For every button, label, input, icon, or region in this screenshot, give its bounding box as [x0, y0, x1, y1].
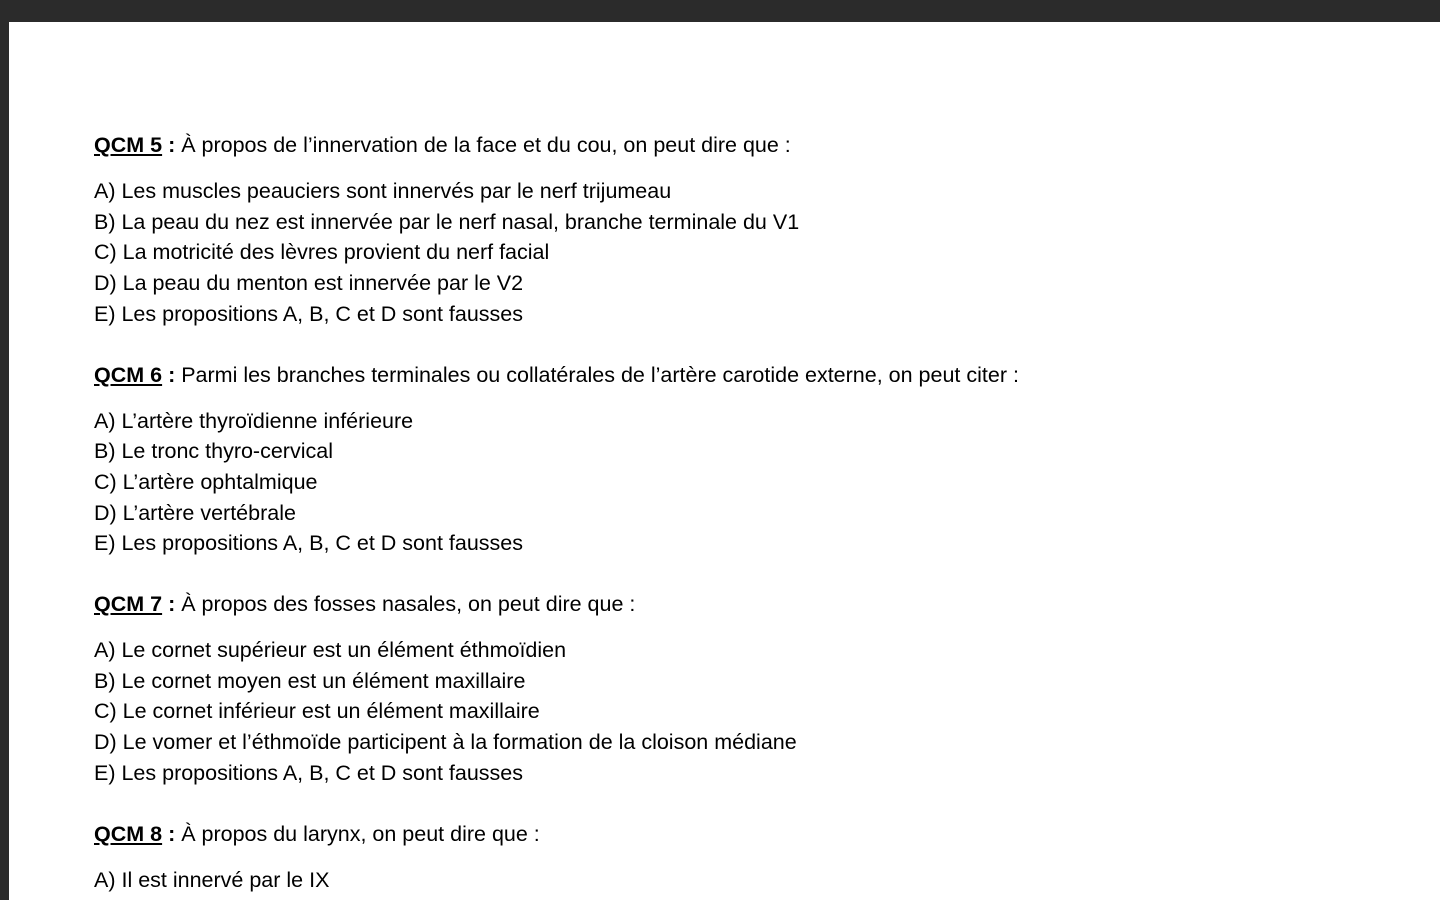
qcm-options: [94, 635, 1294, 789]
qcm-separator: :: [162, 133, 182, 157]
qcm-separator: :: [162, 592, 182, 617]
qcm-heading: [94, 130, 1294, 160]
qcm-option: D) Le vomer et l’éthmoïde participent à la formation de la cloison médiane: [94, 730, 797, 755]
qcm-prompt: À propos de l’innervation de la face et du cou, on peut dire que :: [181, 133, 791, 157]
qcm-option: A) Les muscles peauciers sont innervés par le nerf trijumeau: [94, 179, 672, 203]
viewer-top-bar: [0, 0, 1440, 22]
qcm-option: A) Il est innervé par le IX: [94, 867, 330, 892]
qcm-prompt: À propos du larynx, on peut dire que :: [181, 821, 540, 846]
qcm-separator: :: [162, 821, 182, 846]
qcm-option: D) L’artère vertébrale: [94, 500, 296, 525]
qcm-option: B) La peau du nez est innervée par le nerf nasal, branche terminale du V1: [94, 209, 800, 234]
document-page: [9, 22, 1440, 900]
viewer-left-gutter: [0, 22, 9, 900]
qcm-option: A) L’artère thyroïdienne inférieure: [94, 408, 414, 433]
qcm-label: QCM 6: [94, 362, 163, 387]
qcm-block: [94, 819, 1294, 896]
qcm-option: E) Les propositions A, B, C et D sont fausses: [94, 531, 524, 556]
qcm-option: E) Les propositions A, B, C et D sont fausses: [94, 301, 524, 326]
qcm-options: [94, 176, 1294, 330]
qcm-option: E) Les propositions A, B, C et D sont fausses: [94, 760, 524, 785]
qcm-options: [94, 406, 1294, 560]
qcm-block: [94, 589, 1294, 789]
qcm-block: [94, 130, 1294, 330]
qcm-heading: [94, 360, 1294, 390]
qcm-option: B) Le tronc thyro-cervical: [94, 439, 333, 464]
qcm-option: D) La peau du menton est innervée par le V2: [94, 271, 524, 296]
qcm-label: QCM 7: [94, 592, 163, 617]
page-content: [94, 130, 1294, 895]
qcm-heading: [94, 589, 1294, 619]
qcm-prompt: Parmi les branches terminales ou collatérales de l’artère carotide externe, on peut citer :: [181, 362, 1019, 387]
qcm-label: QCM 5: [94, 133, 163, 157]
qcm-option: C) Le cornet inférieur est un élément maxillaire: [94, 699, 540, 724]
qcm-label: QCM 8: [94, 821, 163, 846]
qcm-prompt: À propos des fosses nasales, on peut dire que :: [181, 592, 636, 617]
qcm-option: C) L’artère ophtalmique: [94, 469, 318, 494]
qcm-block: [94, 360, 1294, 560]
qcm-option: A) Le cornet supérieur est un élément éthmoïdien: [94, 638, 567, 663]
qcm-option: B) Le cornet moyen est un élément maxillaire: [94, 668, 526, 693]
qcm-option: C) La motricité des lèvres provient du nerf facial: [94, 240, 550, 265]
qcm-options: [94, 865, 1294, 896]
qcm-separator: :: [162, 362, 182, 387]
qcm-heading: [94, 819, 1294, 849]
